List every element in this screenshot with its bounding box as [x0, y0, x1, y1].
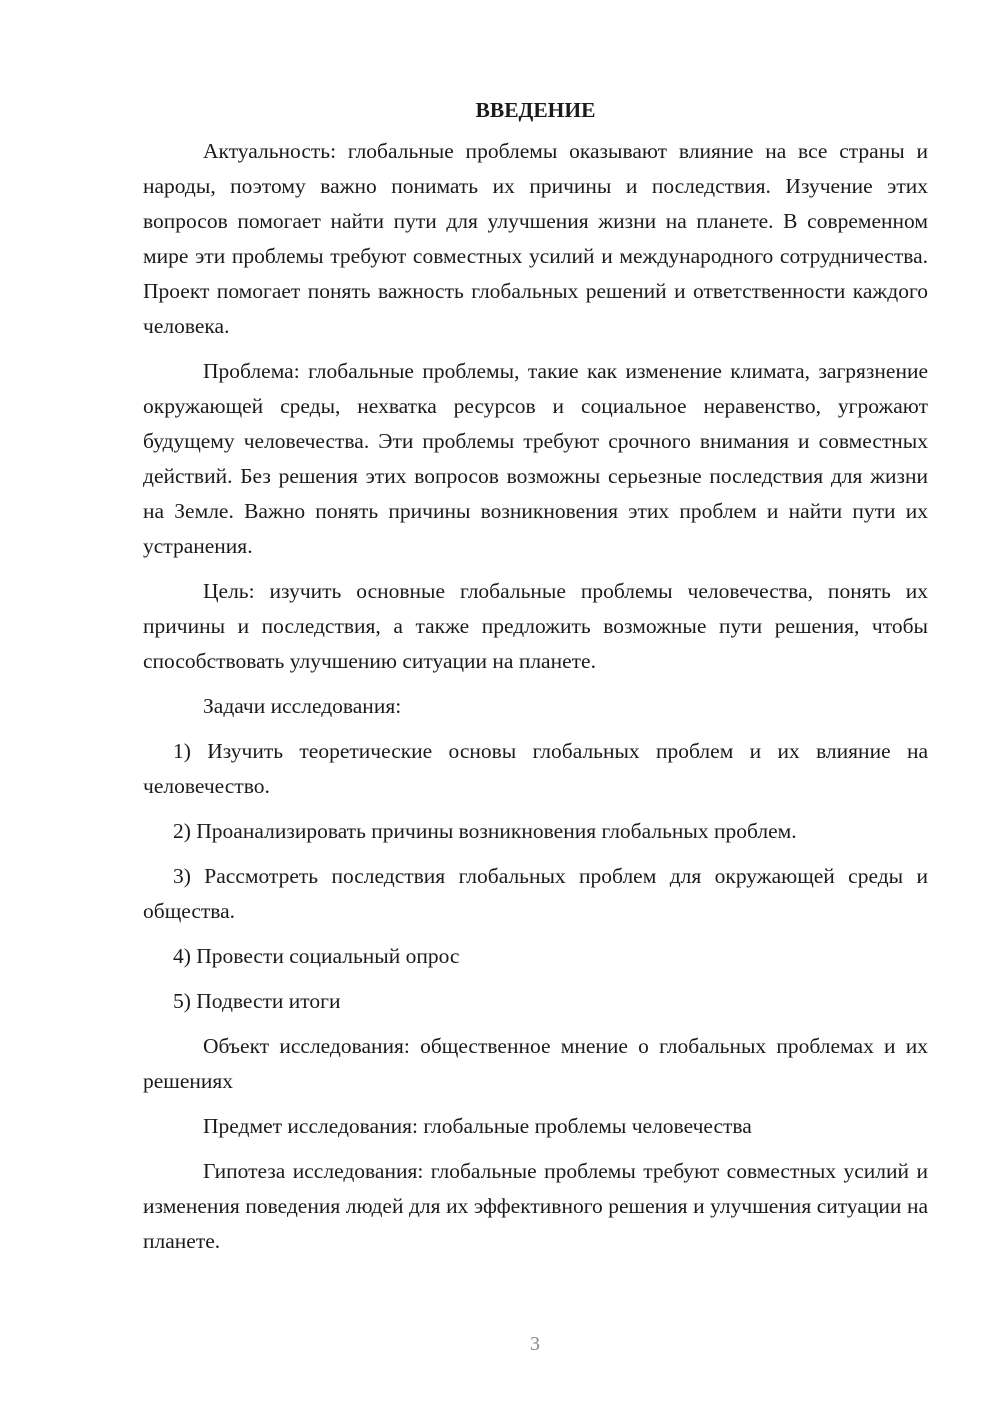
problem-paragraph: Проблема: глобальные проблемы, такие как изменение климата, загрязнение окружающей среды, нехватка ресурсов и социальное неравенство, угрожают будущему человечества. Эти проблемы требуют срочного внимания и совместных действий. Без решения этих вопросов возможны серьезные последствия для жизни на Земле. Важно понять причины возникновения этих проблем и найти пути их устранения. [143, 359, 928, 558]
document-body [143, 93, 928, 1259]
section-title: ВВЕДЕНИЕ [475, 98, 596, 122]
task-item-1: 1) Изучить теоретические основы глобальных проблем и их влияние на человечество. [143, 739, 928, 798]
task-item-3: 3) Рассмотреть последствия глобальных проблем для окружающей среды и общества. [143, 864, 928, 923]
relevance-paragraph: Актуальность: глобальные проблемы оказывают влияние на все страны и народы, поэтому важно понимать их причины и последствия. Изучение этих вопросов помогает найти пути для улучшения жизни на планете. В современном мире эти проблемы требуют совместных усилий и международного сотрудничества. Проект помогает понять важность глобальных решений и ответственности каждого человека. [143, 139, 928, 338]
page-number: 3 [530, 1333, 540, 1355]
object-paragraph: Объект исследования: общественное мнение о глобальных проблемах и их решениях [143, 1034, 928, 1093]
task-item-2: 2) Проанализировать причины возникновения глобальных проблем. [173, 819, 797, 843]
subject-paragraph: Предмет исследования: глобальные проблемы человечества [203, 1114, 752, 1138]
task-item-4: 4) Провести социальный опрос [173, 944, 460, 968]
task-item-5: 5) Подвести итоги [173, 989, 341, 1013]
tasks-heading: Задачи исследования: [203, 694, 402, 718]
hypothesis-paragraph: Гипотеза исследования: глобальные проблемы требуют совместных усилий и изменения поведения людей для их эффективного решения и улучшения ситуации на планете. [143, 1159, 928, 1253]
goal-paragraph: Цель: изучить основные глобальные проблемы человечества, понять их причины и последствия, а также предложить возможные пути решения, чтобы способствовать улучшению ситуации на планете. [143, 579, 928, 673]
